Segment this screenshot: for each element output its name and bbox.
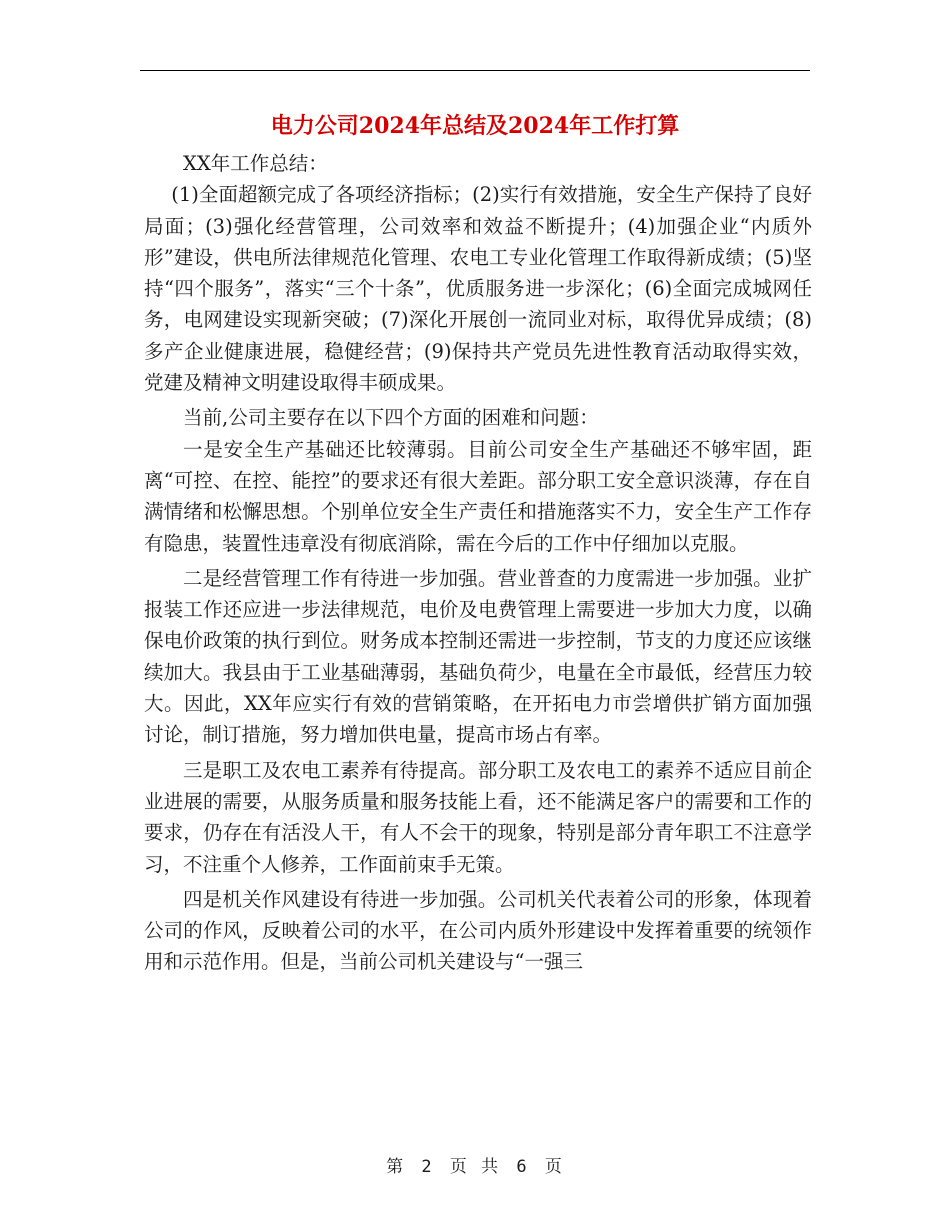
problems-intro: 当前,公司主要存在以下四个方面的困难和问题： xyxy=(183,406,599,430)
footer-total-pages: 6 xyxy=(516,1157,529,1177)
section-heading: XX年工作总结： xyxy=(183,152,328,175)
footer-page-number: 2 xyxy=(421,1157,434,1177)
page-footer xyxy=(0,1152,950,1177)
problem-paragraph-2: 二是经营管理工作有待进一步加强。营业普查的力度需进一步加强。业扩报装工作还应进一步法律规范，电价及电费管理上需要进一步加大力度，以确保电价政策的执行到位。财务成本控制还需进一步控制，节支的力度还应该继续加大。我县由于工业基础薄弱，基础负荷少，电量在全市最低，经营压力较大。因此，XX年应实行有效的营销策略，在开拓电力市尝增供扩销方面加强讨论，制订措施，努力增加供电量，提高市场占有率。 xyxy=(144,566,812,747)
footer-prefix: 第 xyxy=(386,1157,406,1177)
footer-middle: 页 共 xyxy=(449,1157,501,1177)
problem-paragraph-3: 三是职工及农电工素养有待提高。部分职工及农电工的素养不适应目前企业进展的需要，从服务质量和服务技能上看，还不能满足客户的需要和工作的要求，仍存在有活没人干，有人不会干的现象，特别是部分青年职工不注意学习，不注重个人修养，工作面前束手无策。 xyxy=(144,758,812,876)
summary-paragraph: (1)全面超额完成了各项经济指标；(2)实行有效措施，安全生产保持了良好局面；(3)强化经营管理，公司效率和效益不断提升；(4)加强企业“内质外形”建设，供电所法律规范化管理、农电工专业化管理工作取得新成绩；(5)坚持“四个服务”，落实“三个十条”，优质服务进一步深化；(6)全面完成城网任务，电网建设实现新突破；(7)深化开展创一流同业对标，取得优异成绩；(8)多产企业健康进展，稳健经营；(9)保持共产党员先进性教育活动取得实效，党建及精神文明建设取得丰硕成果。 xyxy=(144,183,812,395)
problem-paragraph-1: 一是安全生产基础还比较薄弱。目前公司安全生产基础还不够牢固，距离“可控、在控、能控”的要求还有很大差距。部分职工安全意识淡薄，存在自满情绪和松懈思想。个别单位安全生产责任和措施落实不力，安全生产工作存有隐患，装置性违章没有彻底消除，需在今后的工作中仔细加以克服。 xyxy=(144,437,812,555)
problem-paragraph-4: 四是机关作风建设有待进一步加强。公司机关代表着公司的形象，体现着公司的作风，反映着公司的水平，在公司内质外形建设中发挥着重要的统领作用和示范作用。但是，当前公司机关建设与“一强三 xyxy=(144,887,812,974)
header-rule xyxy=(140,70,810,71)
document-body xyxy=(144,148,812,978)
footer-suffix: 页 xyxy=(544,1157,564,1177)
document-title: 电力公司2024年总结及2024年工作打算 xyxy=(270,113,680,139)
